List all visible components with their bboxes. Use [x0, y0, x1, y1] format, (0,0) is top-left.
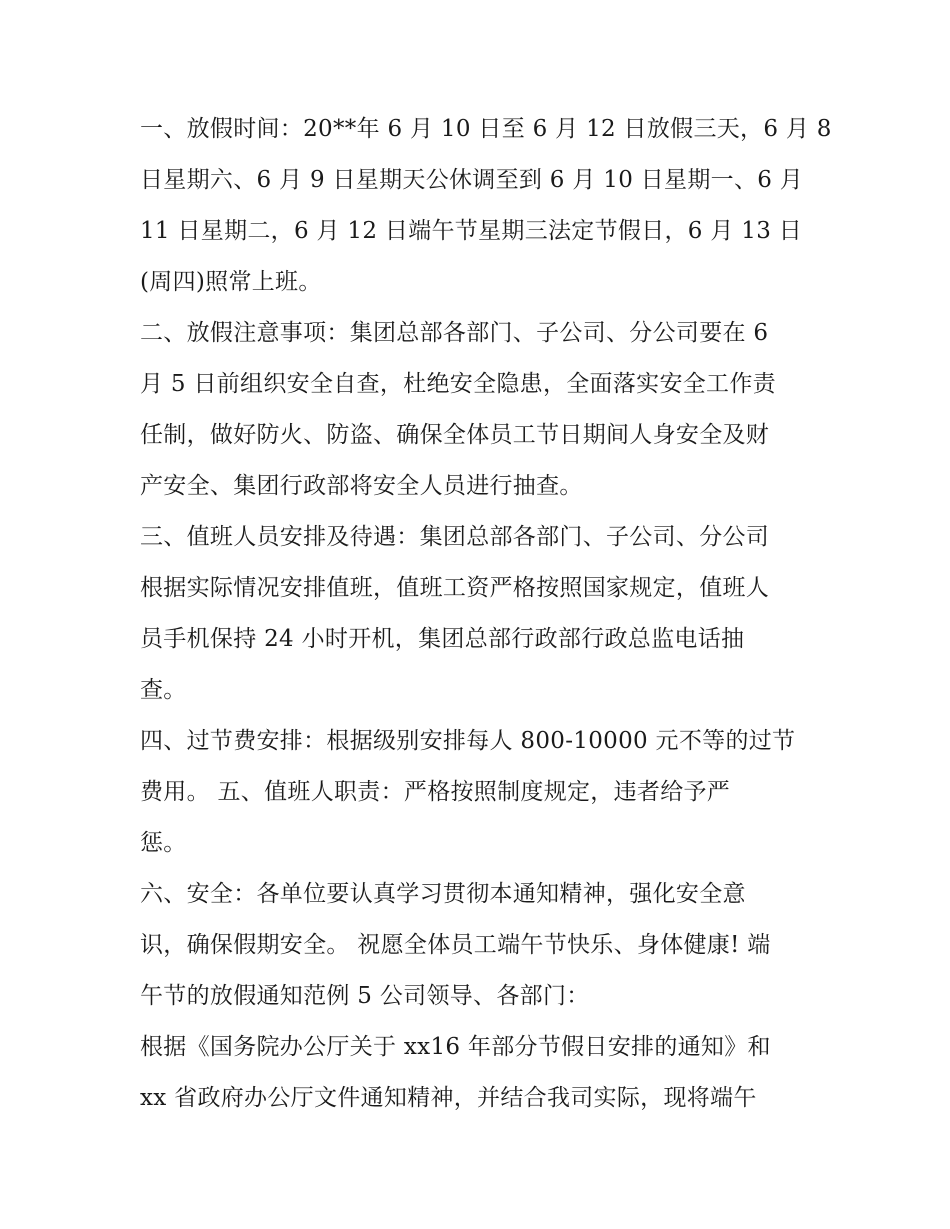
text-line: (周四)照常上班。: [140, 269, 322, 295]
paragraph-safety: [140, 869, 820, 1022]
text-line: 查。: [140, 677, 187, 703]
paragraph-basis: [140, 1022, 820, 1124]
text-line: 根据《国务院办公厅关于 xx16 年部分节假日安排的通知》和: [140, 1034, 771, 1060]
text-line: 惩。: [140, 830, 187, 856]
text-line: 月 5 日前组织安全自查，杜绝安全隐患，全面落实安全工作责: [140, 371, 776, 397]
text-line: 任制，做好防火、防盗、确保全体员工节日期间人身安全及财: [140, 422, 770, 448]
text-line: 一、放假时间：20**年 6 月 10 日至 6 月 12 日放假三天，6 月 8: [140, 116, 832, 142]
text-line: 二、放假注意事项：集团总部各部门、子公司、分公司要在 6: [140, 320, 769, 346]
text-line: 产安全、集团行政部将安全人员进行抽查。: [140, 473, 583, 499]
text-line: 费用。 五、值班人职责：严格按照制度规定，违者给予严: [140, 779, 731, 805]
paragraph-holiday-notes: [140, 308, 820, 512]
text-line: 日星期六、6 月 9 日星期天公休调至到 6 月 10 日星期一、6 月: [140, 167, 804, 193]
paragraph-duty-arrangement: [140, 512, 820, 716]
text-line: xx 省政府办公厅文件通知精神，并结合我司实际，现将端午: [140, 1085, 757, 1111]
paragraph-holiday-fee: [140, 716, 820, 869]
document-body: [140, 104, 832, 1124]
text-line: 根据实际情况安排值班，值班工资严格按照国家规定，值班人: [140, 575, 770, 601]
text-line: 三、值班人员安排及待遇：集团总部各部门、子公司、分公司: [140, 524, 770, 550]
text-line: 员手机保持 24 小时开机，集团总部行政部行政总监电话抽: [140, 626, 745, 652]
text-line: 识，确保假期安全。 祝愿全体员工端午节快乐、身体健康! 端: [140, 932, 771, 958]
text-line: 11 日星期二，6 月 12 日端午节星期三法定节假日，6 月 13 日: [140, 218, 803, 244]
text-line: 午节的放假通知范例 5 公司领导、各部门：: [140, 983, 590, 1009]
paragraph-holiday-time: [140, 104, 832, 308]
text-line: 六、安全：各单位要认真学习贯彻本通知精神，强化安全意: [140, 881, 746, 907]
text-line: 四、过节费安排：根据级别安排每人 800-10000 元不等的过节: [140, 728, 796, 754]
